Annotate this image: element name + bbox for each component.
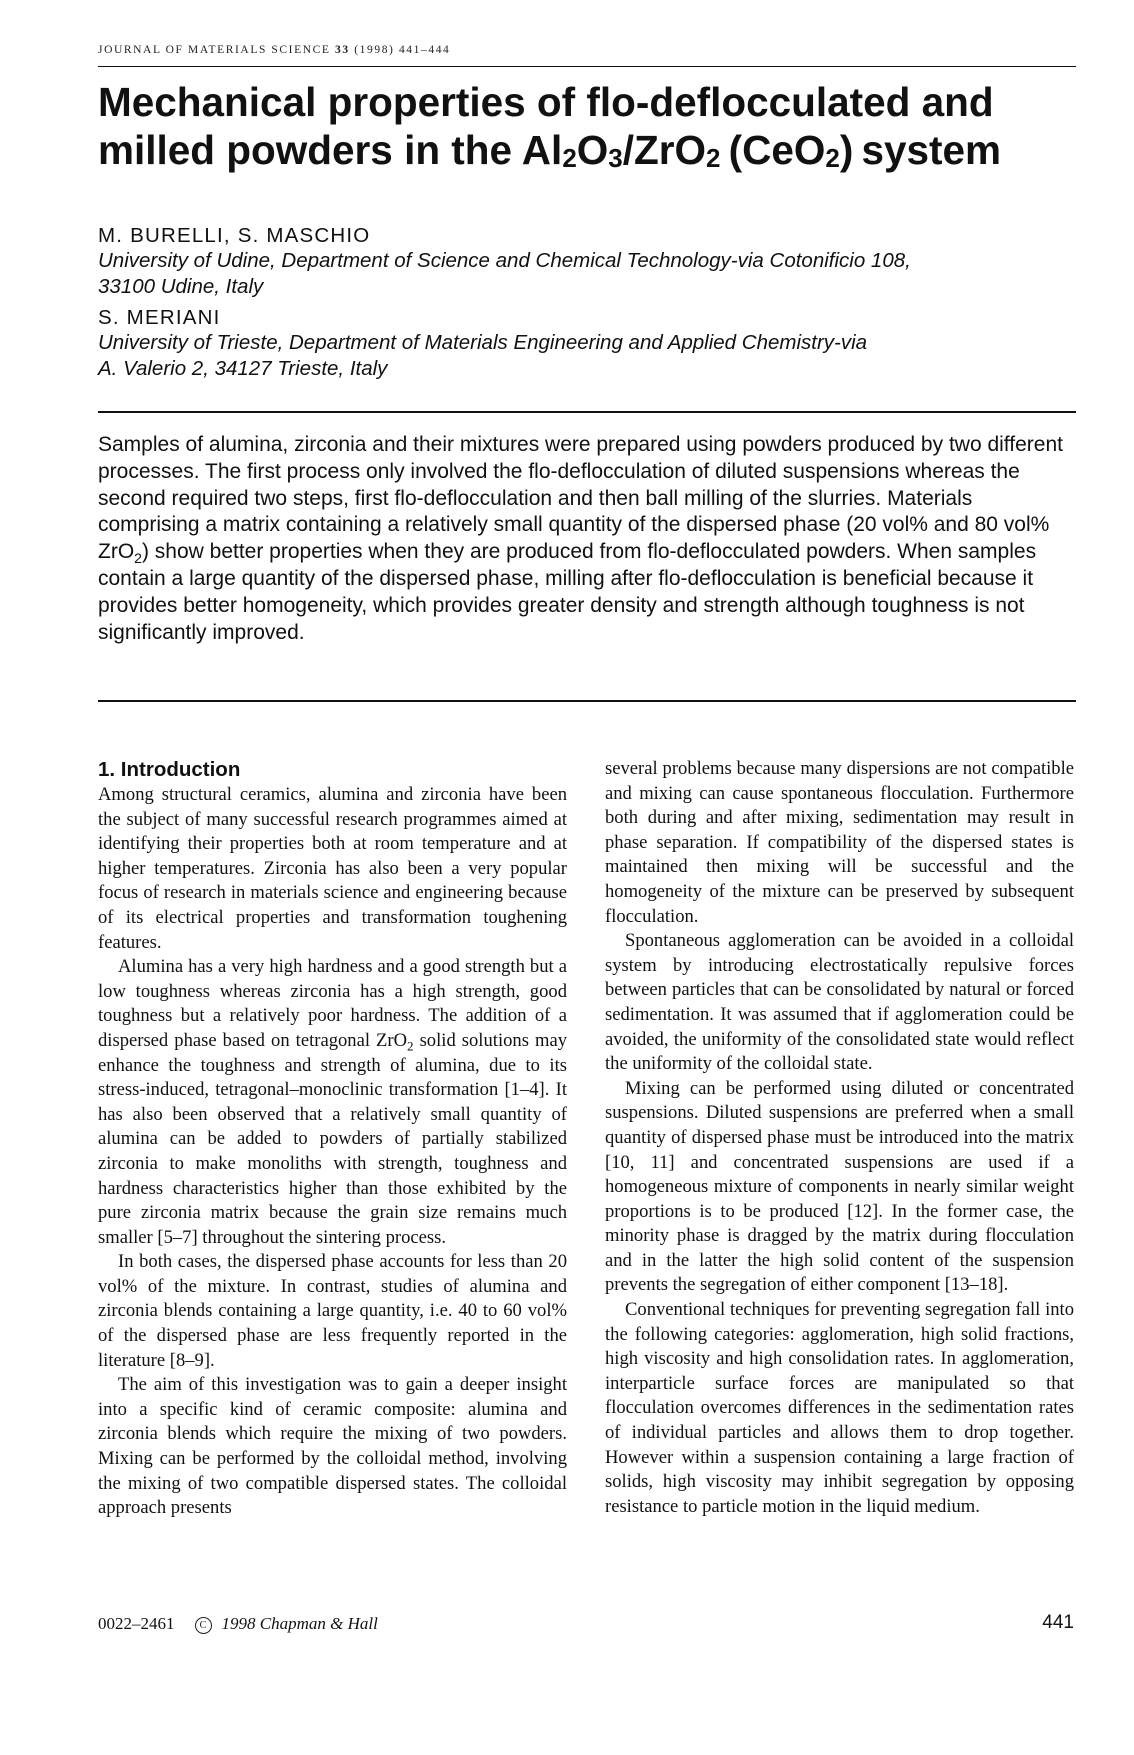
- left-paragraph-2: [98, 955, 567, 1250]
- article-title: [98, 78, 1088, 174]
- title-text-e: ) system: [839, 127, 1002, 173]
- abstract-top-rule: [98, 411, 1076, 413]
- title-text-d: (CeO: [720, 127, 826, 173]
- affiliation-1: [98, 248, 1088, 300]
- right-column: [605, 757, 1074, 1519]
- journal-header: [98, 44, 450, 56]
- abstract-bottom-rule: [98, 700, 1076, 702]
- page-number: 441: [1042, 1612, 1074, 1633]
- journal-year-pages: (1998) 441–444: [354, 44, 451, 56]
- title-text-c: /ZrO: [622, 127, 707, 173]
- title-sub-2: 3: [608, 143, 623, 173]
- left-paragraph-2-a: Alumina has a very high hardness and a good strength but a low toughness whereas zirconia has a high strength, good toughness but a relatively poor hardness. The addition of a dispersed phase based on tetragonal ZrO: [98, 956, 567, 1051]
- left-paragraph-3: In both cases, the dispersed phase accounts for less than 20 vol% of the mixture. In contrast, studies of alumina and zirconia blends containing a large quantity, i.e. 40 to 60 vol% of the dispersed phase are less frequently reported in the literature [8–9].: [98, 1251, 567, 1371]
- left-paragraph-1: Among structural ceramics, alumina and zirconia have been the subject of many successful research programmes aimed at identifying their properties both at room temperature and at higher temperatures. Zirconia has also been a very popular focus of research in materials science and engineering because of its electrical properties and transformation toughening features.: [98, 784, 567, 953]
- affiliation-2-line-1: University of Trieste, Department of Materials Engineering and Applied Chemistry-via: [98, 331, 868, 354]
- left-paragraph-2-sub: 2: [407, 1038, 414, 1054]
- right-paragraph-1: several problems because many dispersions are not compatible and mixing can cause spontaneous flocculation. Furthermore both during and after mixing, sedimentation may result in phase separation. If compatibility of the dispersed states is maintained then mixing will be successful and the homogeneity of the mixture can be preserved by subsequent flocculation.: [605, 758, 1074, 927]
- title-sub-1: 2: [562, 143, 577, 173]
- title-sub-3: 2: [706, 143, 721, 173]
- title-line-1: Mechanical properties of flo-deflocculated and: [98, 79, 994, 125]
- abstract: [98, 432, 1078, 646]
- title-sub-4: 2: [825, 143, 840, 173]
- author-names-1: M. BURELLI, S. MASCHIO: [98, 224, 371, 247]
- footer: [98, 1614, 378, 1634]
- journal-volume: 33: [335, 44, 350, 56]
- section-heading: 1. Introduction: [98, 758, 241, 781]
- left-paragraph-2-b: solid solutions may enhance the toughness and strength of alumina, due to its stress-induced, tetragonal–monoclinic transformation [1–4]. It has also been observed that a relatively small quantity of alumina can be added to powders of partially stabilized zirconia to make monoliths with strength, toughness and hardness characteristics higher than those exhibited by the pure zirconia matrix because the grain size remains much smaller [5–7] throughout the sintering process.: [98, 1029, 567, 1248]
- journal-name: JOURNAL OF MATERIALS SCIENCE: [98, 44, 331, 56]
- left-column: [98, 757, 567, 1521]
- title-text-a: milled powders in the Al: [98, 127, 563, 173]
- affiliation-2-line-2: A. Valerio 2, 34127 Trieste, Italy: [98, 357, 388, 380]
- abstract-text-a: Samples of alumina, zirconia and their mixtures were prepared using powders produced by two different processes. The first process only involved the flo-deflocculation of diluted suspensions whereas the second required two steps, first flo-deflocculation and then ball milling of the slurries. Materials comprising a matrix containing a relatively small quantity of the dispersed phase (20 vol% and 80 vol% ZrO: [98, 433, 1063, 564]
- right-paragraph-3: Mixing can be performed using diluted or concentrated suspensions. Diluted suspensions are preferred when a small quantity of dispersed phase must be introduced into the matrix [10, 11] and concentrated suspensions are used if a homogeneous mixture of components in nearly similar weight proportions is to be produced [12]. In the former case, the minority phase is dragged by the matrix during flocculation and in the latter the high solid content of the suspension prevents the segregation of either component [13–18].: [605, 1077, 1074, 1296]
- affiliation-2: [98, 330, 1088, 382]
- title-text-b: O: [576, 127, 609, 173]
- right-paragraph-2: Spontaneous agglomeration can be avoided in a colloidal system by introducing electrostatically repulsive forces between particles that can be consolidated by natural or forced sedimentation. It was assumed that if agglomeration could be avoided, the uniformity of the consolidated state would reflect the uniformity of the colloidal state.: [605, 930, 1074, 1075]
- affiliation-1-line-2: 33100 Udine, Italy: [98, 275, 264, 298]
- abstract-text-b: ) show better properties when they are produced from flo-deflocculated powders. When samples contain a large quantity of the dispersed phase, milling after flo-deflocculation is beneficial because it provides better homogeneity, which provides greater density and strength although toughness is not significantly improved.: [98, 540, 1037, 644]
- affiliation-1-line-1: University of Udine, Department of Science and Chemical Technology-via Cotonificio 108,: [98, 249, 911, 272]
- issn: 0022–2461: [98, 1614, 175, 1633]
- right-paragraph-4: Conventional techniques for preventing segregation fall into the following categories: agglomeration, high solid fractions, high viscosity and high consolidation rates. In agglomeration, interparticle surface forces are manipulated so that flocculation overcomes differences in the sedimentation rates of individual particles and allows them to drop together. However within a suspension containing a large fraction of solids, high viscosity may inhibit segregation by opposing resistance to particle motion in the liquid medium.: [605, 1299, 1074, 1517]
- abstract-sub: 2: [134, 550, 142, 567]
- left-paragraph-4: The aim of this investigation was to gain a deeper insight into a specific kind of ceramic composite: alumina and zirconia blends which require the mixing of two powders. Mixing can be performed by the colloidal method, involving the mixing of two compatible dispersed states. The colloidal approach presents: [98, 1374, 567, 1519]
- title-line-2: [98, 127, 1001, 173]
- copyright-icon: C: [195, 1617, 212, 1634]
- author-names-2: S. MERIANI: [98, 306, 221, 329]
- publisher: 1998 Chapman & Hall: [221, 1614, 378, 1633]
- header-rule: [98, 66, 1076, 67]
